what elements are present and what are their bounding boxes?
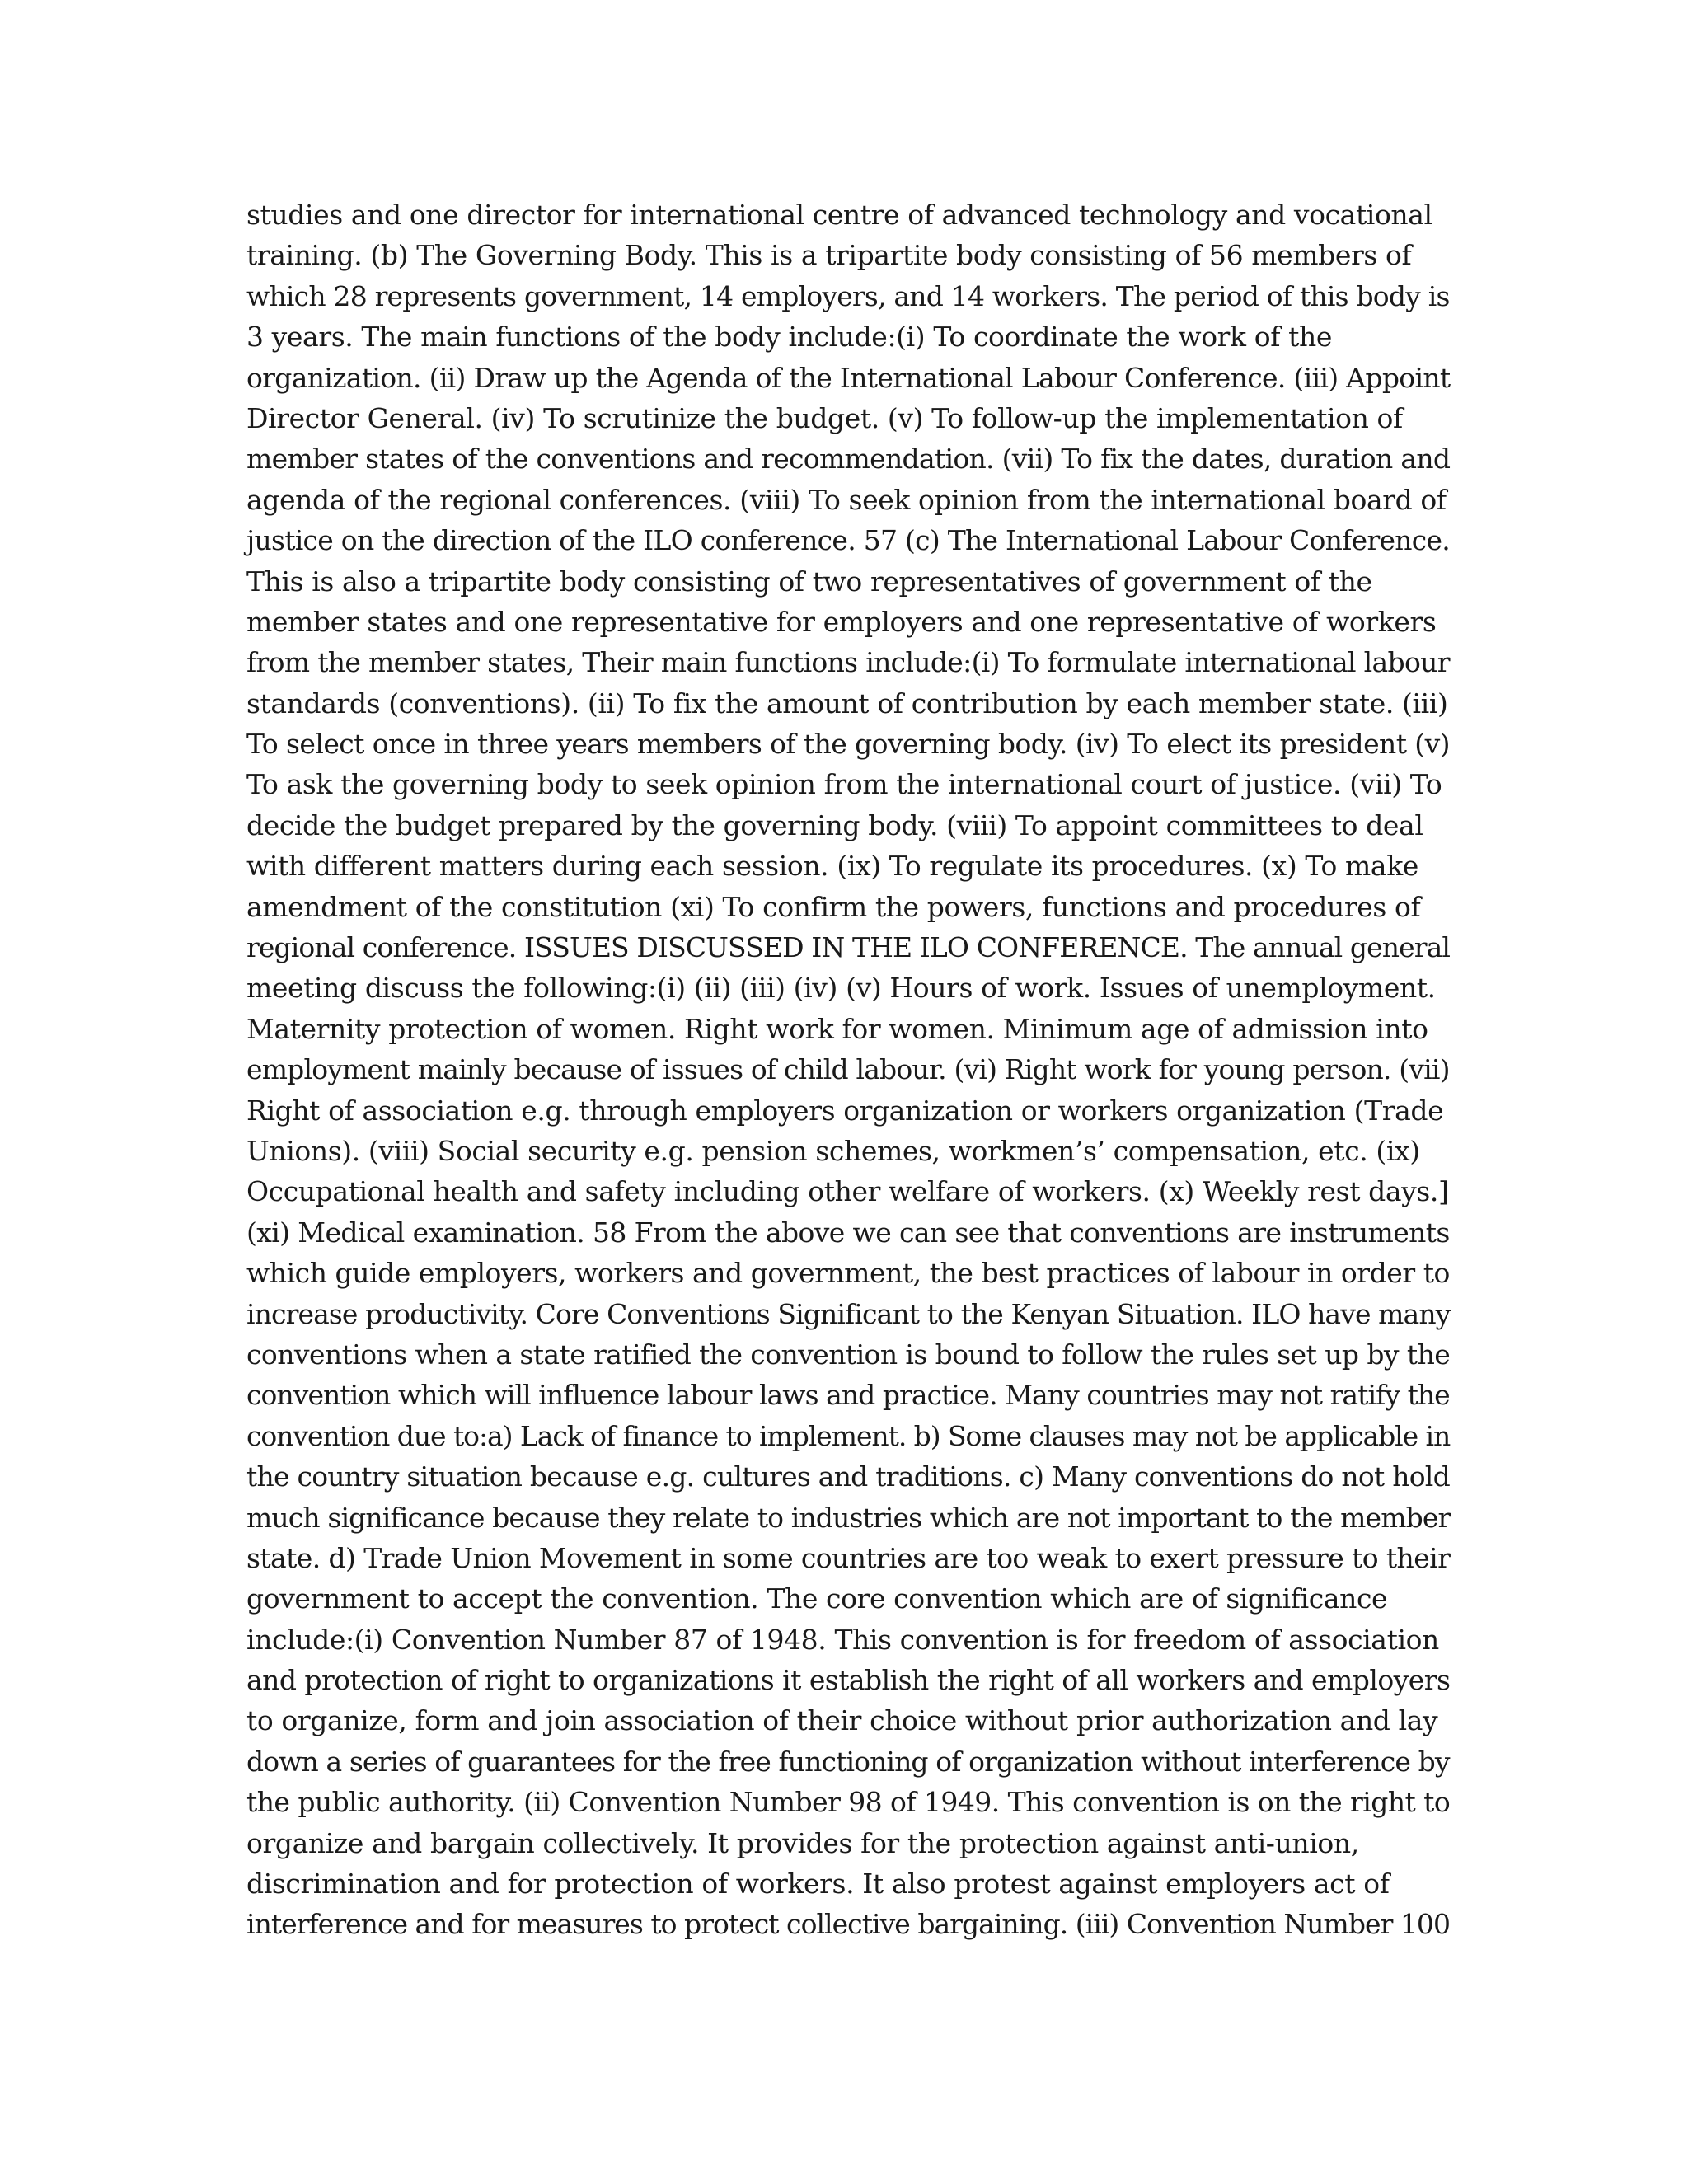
- text-line: much significance because they relate to industries which are not important to the member: [246, 1501, 1451, 1534]
- text-line: conventions when a state ratified the convention is bound to follow the rules set up by the: [246, 1338, 1451, 1371]
- text-line: down a series of guarantees for the free functioning of organization without interference by: [246, 1745, 1450, 1778]
- text-line: interference and for measures to protect collective bargaining. (iii) Convention Number 100: [246, 1908, 1450, 1941]
- text-line: to organize, form and join association of their choice without prior authorization and lay: [246, 1704, 1438, 1737]
- text-line: training. (b) The Governing Body. This is a tripartite body consisting of 56 members of: [246, 239, 1412, 272]
- text-line: member states of the conventions and recommendation. (vii) To fix the dates, duration and: [246, 443, 1451, 476]
- text-line: amendment of the constitution (xi) To confirm the powers, functions and procedures of: [246, 890, 1421, 923]
- text-line: the country situation because e.g. cultures and traditions. c) Many conventions do not hold: [246, 1460, 1450, 1493]
- text-line: justice on the direction of the ILO conference. 57 (c) The International Labour Conference.: [246, 524, 1451, 557]
- text-line: which guide employers, workers and government, the best practices of labour in order to: [246, 1257, 1450, 1290]
- text-line: and protection of right to organizations it establish the right of all workers and employers: [246, 1664, 1451, 1697]
- text-line: (xi) Medical examination. 58 From the above we can see that conventions are instruments: [246, 1216, 1450, 1249]
- text-line: standards (conventions). (ii) To fix the amount of contribution by each member state. (iii): [246, 687, 1448, 719]
- text-line: which 28 represents government, 14 employers, and 14 workers. The period of this body is: [246, 279, 1450, 312]
- text-line: discrimination and for protection of workers. It also protest against employers act of: [246, 1868, 1390, 1900]
- text-line: member states and one representative for employers and one representative of workers: [246, 605, 1437, 638]
- text-line: meeting discuss the following:(i) (ii) (iii) (iv) (v) Hours of work. Issues of unemployment.: [246, 972, 1436, 1005]
- text-line: Right of association e.g. through employers organization or workers organization (Trade: [246, 1094, 1444, 1127]
- text-line: agenda of the regional conferences. (viii) To seek opinion from the international board of: [246, 483, 1447, 516]
- text-line: regional conference. ISSUES DISCUSSED IN THE ILO CONFERENCE. The annual general: [246, 931, 1451, 964]
- text-line: 3 years. The main functions of the body include:(i) To coordinate the work of the: [246, 321, 1332, 354]
- text-line: To ask the governing body to seek opinion from the international court of justice. (vii) To: [246, 768, 1442, 801]
- text-line: decide the budget prepared by the governing body. (viii) To appoint committees to deal: [246, 808, 1423, 841]
- text-line: with different matters during each session. (ix) To regulate its procedures. (x) To make: [246, 850, 1418, 883]
- text-line: government to accept the convention. The core convention which are of significance: [246, 1582, 1388, 1615]
- text-line: This is also a tripartite body consisting of two representatives of government of the: [246, 565, 1372, 598]
- text-line: increase productivity. Core Conventions Significant to the Kenyan Situation. ILO have many: [246, 1297, 1451, 1330]
- text-line: from the member states, Their main functions include:(i) To formulate international labour: [246, 646, 1450, 679]
- text-line: the public authority. (ii) Convention Number 98 of 1949. This convention is on the right to: [246, 1786, 1451, 1819]
- text-line: convention due to:a) Lack of finance to implement. b) Some clauses may not be applicable in: [246, 1419, 1451, 1452]
- text-line: state. d) Trade Union Movement in some countries are too weak to exert pressure to their: [246, 1541, 1451, 1574]
- text-line: convention which will influence labour laws and practice. Many countries may not ratify the: [246, 1379, 1450, 1412]
- text-line: organization. (ii) Draw up the Agenda of the International Labour Conference. (iii) Appoint: [246, 361, 1451, 394]
- text-line: Occupational health and safety including other welfare of workers. (x) Weekly rest days.]: [246, 1175, 1449, 1208]
- text-line: To select once in three years members of the governing body. (iv) To elect its president (v): [246, 728, 1450, 761]
- text-line: organize and bargain collectively. It provides for the protection against anti-union,: [246, 1826, 1359, 1859]
- text-line: employment mainly because of issues of child labour. (vi) Right work for young person. (vii): [246, 1053, 1450, 1086]
- text-line: studies and one director for international centre of advanced technology and vocational: [246, 199, 1432, 231]
- text-line: Unions). (viii) Social security e.g. pension schemes, workmen’s’ compensation, etc. (ix): [246, 1134, 1420, 1167]
- text-line: include:(i) Convention Number 87 of 1948. This convention is for freedom of association: [246, 1623, 1439, 1656]
- text-line: Maternity protection of women. Right work for women. Minimum age of admission into: [246, 1012, 1428, 1045]
- text-line: Director General. (iv) To scrutinize the budget. (v) To follow-up the implementation of: [246, 401, 1403, 434]
- body-text: [246, 194, 1450, 1945]
